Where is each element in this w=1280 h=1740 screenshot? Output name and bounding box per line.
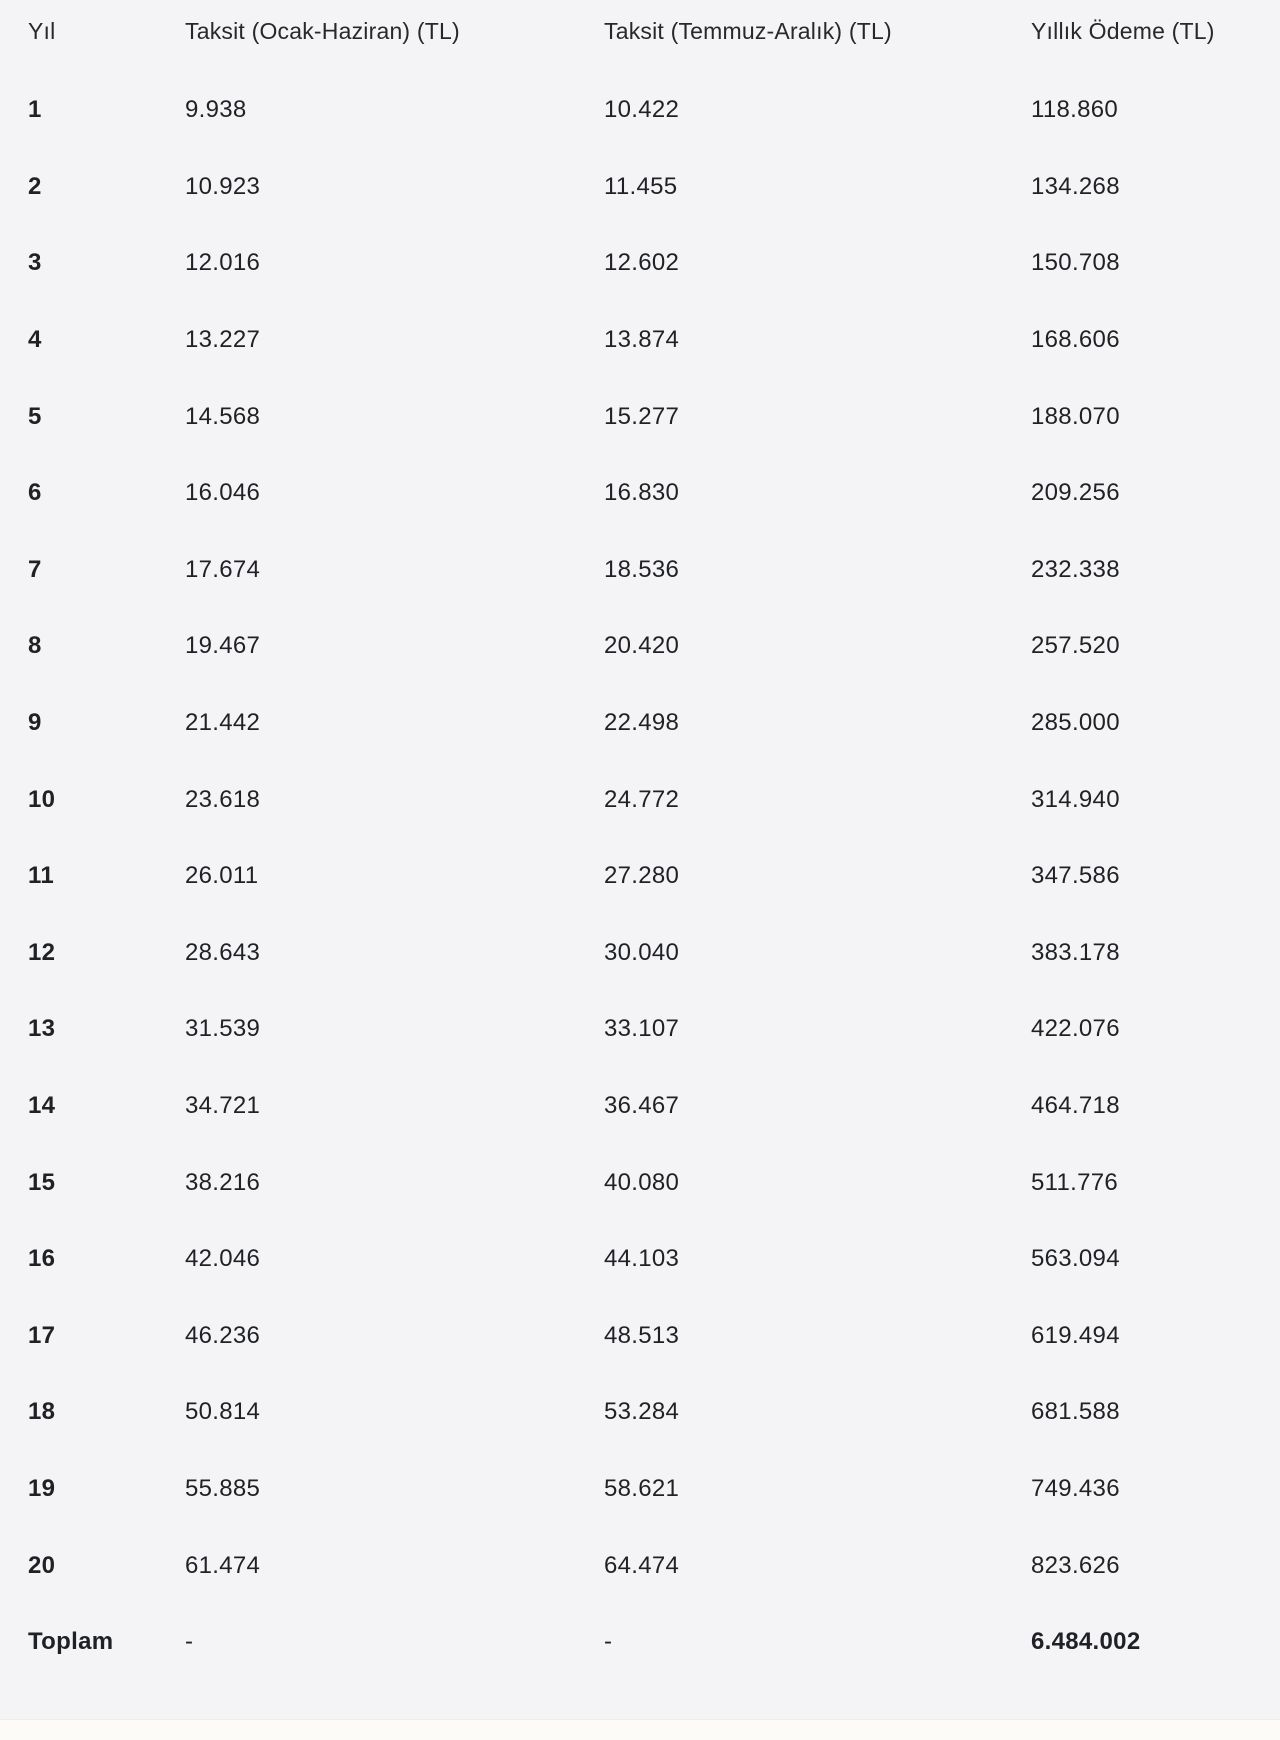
year-cell: 19 <box>28 1474 56 1502</box>
table-row <box>0 72 1280 149</box>
installment-jan-jun-cell: 50.814 <box>185 1398 261 1426</box>
installment-jul-dec-cell: 53.284 <box>604 1398 680 1426</box>
installment-jul-dec-cell: 44.103 <box>604 1245 680 1273</box>
annual-payment-cell: 257.520 <box>1031 632 1120 660</box>
table-row <box>0 378 1280 455</box>
year-cell: 4 <box>28 326 42 354</box>
installment-jan-jun-cell: 16.046 <box>185 479 261 507</box>
table-row <box>0 455 1280 532</box>
table-row <box>0 991 1280 1068</box>
annual-payment-cell: 285.000 <box>1031 709 1120 737</box>
installment-jul-dec-cell: 10.422 <box>604 96 680 124</box>
annual-payment-cell: 383.178 <box>1031 938 1120 966</box>
table-row <box>0 1527 1280 1604</box>
installment-jan-jun-cell: 61.474 <box>185 1551 261 1579</box>
annual-payment-cell: 134.268 <box>1031 172 1120 200</box>
installment-jan-jun-cell: 19.467 <box>185 632 261 660</box>
installment-jan-jun-cell: 13.227 <box>185 326 261 354</box>
table-row <box>0 1068 1280 1145</box>
installment-jan-jun-cell: 17.674 <box>185 555 261 583</box>
annual-payment-cell: 681.588 <box>1031 1398 1120 1426</box>
annual-payment-cell: 464.718 <box>1031 1092 1120 1120</box>
installment-jul-dec-cell: 64.474 <box>604 1551 680 1579</box>
installment-jul-dec-cell: 18.536 <box>604 555 680 583</box>
table-header-row <box>0 0 1280 62</box>
column-header-annual-payment: Yıllık Ödeme (TL) <box>1031 17 1215 44</box>
annual-payment-cell: 749.436 <box>1031 1474 1120 1502</box>
installment-jul-dec-cell: 24.772 <box>604 785 680 813</box>
year-cell: 9 <box>28 709 42 737</box>
annual-payment-cell: 823.626 <box>1031 1551 1120 1579</box>
installment-jan-jun-cell: 10.923 <box>185 172 261 200</box>
year-cell: 2 <box>28 172 42 200</box>
annual-payment-cell: 188.070 <box>1031 402 1120 430</box>
installment-jul-dec-cell: 22.498 <box>604 709 680 737</box>
year-cell: 18 <box>28 1398 56 1426</box>
table-row <box>0 1221 1280 1298</box>
installment-jul-dec-cell: 12.602 <box>604 249 680 277</box>
table-row <box>0 1298 1280 1375</box>
installment-jul-dec-cell: 33.107 <box>604 1015 680 1043</box>
annual-payment-cell: 209.256 <box>1031 479 1120 507</box>
year-cell: 5 <box>28 402 42 430</box>
table-row <box>0 1374 1280 1451</box>
installment-jul-dec-cell: 11.455 <box>604 172 678 200</box>
table-row <box>0 532 1280 609</box>
table-row <box>0 838 1280 915</box>
year-cell: 14 <box>28 1092 56 1120</box>
installment-jan-jun-cell: 55.885 <box>185 1474 261 1502</box>
annual-payment-cell: 168.606 <box>1031 326 1120 354</box>
total-installment-jul-dec-cell: - <box>604 1628 613 1656</box>
table-total-row <box>0 1604 1280 1681</box>
installment-jan-jun-cell: 26.011 <box>185 862 259 890</box>
column-header-installment-jul-dec: Taksit (Temmuz-Aralık) (TL) <box>604 17 892 44</box>
annual-payment-cell: 511.776 <box>1031 1168 1119 1196</box>
annual-payment-cell: 563.094 <box>1031 1245 1120 1273</box>
year-cell: 11 <box>28 862 54 890</box>
table-row <box>0 1144 1280 1221</box>
total-label: Toplam <box>28 1628 114 1656</box>
year-cell: 6 <box>28 479 42 507</box>
installment-jul-dec-cell: 36.467 <box>604 1092 680 1120</box>
installment-jan-jun-cell: 28.643 <box>185 938 261 966</box>
year-cell: 12 <box>28 938 56 966</box>
year-cell: 10 <box>28 785 56 813</box>
installment-jul-dec-cell: 27.280 <box>604 862 680 890</box>
year-cell: 15 <box>28 1168 56 1196</box>
installment-jan-jun-cell: 46.236 <box>185 1321 261 1349</box>
bottom-section-edge <box>0 1719 1280 1740</box>
installment-jan-jun-cell: 12.016 <box>185 249 261 277</box>
installment-jan-jun-cell: 34.721 <box>185 1092 261 1120</box>
total-annual-payment-cell: 6.484.002 <box>1031 1628 1141 1656</box>
year-cell: 16 <box>28 1245 56 1273</box>
total-installment-jan-jun-cell: - <box>185 1628 194 1656</box>
installment-jan-jun-cell: 31.539 <box>185 1015 261 1043</box>
table-row <box>0 915 1280 992</box>
table-row <box>0 608 1280 685</box>
annual-payment-cell: 232.338 <box>1031 555 1120 583</box>
installment-jan-jun-cell: 14.568 <box>185 402 261 430</box>
year-cell: 13 <box>28 1015 56 1043</box>
column-header-year: Yıl <box>28 17 56 44</box>
installment-jan-jun-cell: 21.442 <box>185 709 261 737</box>
table-row <box>0 761 1280 838</box>
year-cell: 7 <box>28 555 42 583</box>
installment-jan-jun-cell: 42.046 <box>185 1245 261 1273</box>
year-cell: 1 <box>28 96 42 124</box>
table-row <box>0 302 1280 379</box>
installment-jul-dec-cell: 15.277 <box>604 402 680 430</box>
installment-jul-dec-cell: 48.513 <box>604 1321 680 1349</box>
table-row <box>0 685 1280 762</box>
year-cell: 8 <box>28 632 42 660</box>
annual-payment-cell: 619.494 <box>1031 1321 1120 1349</box>
year-cell: 20 <box>28 1551 56 1579</box>
installment-jul-dec-cell: 30.040 <box>604 938 680 966</box>
annual-payment-cell: 150.708 <box>1031 249 1120 277</box>
annual-payment-cell: 314.940 <box>1031 785 1120 813</box>
table-row <box>0 225 1280 302</box>
installment-jul-dec-cell: 40.080 <box>604 1168 680 1196</box>
annual-payment-cell: 347.586 <box>1031 862 1120 890</box>
installment-jul-dec-cell: 58.621 <box>604 1474 680 1502</box>
column-header-installment-jan-jun: Taksit (Ocak-Haziran) (TL) <box>185 17 460 44</box>
installment-jan-jun-cell: 38.216 <box>185 1168 261 1196</box>
installment-jan-jun-cell: 9.938 <box>185 96 247 124</box>
annual-payment-cell: 422.076 <box>1031 1015 1120 1043</box>
year-cell: 17 <box>28 1321 56 1349</box>
annual-payment-cell: 118.860 <box>1031 96 1119 124</box>
table-row <box>0 1451 1280 1528</box>
installment-jul-dec-cell: 20.420 <box>604 632 680 660</box>
installment-jul-dec-cell: 13.874 <box>604 326 680 354</box>
table-body <box>0 72 1280 1604</box>
installment-jul-dec-cell: 16.830 <box>604 479 680 507</box>
table-row <box>0 149 1280 226</box>
year-cell: 3 <box>28 249 42 277</box>
installment-jan-jun-cell: 23.618 <box>185 785 261 813</box>
